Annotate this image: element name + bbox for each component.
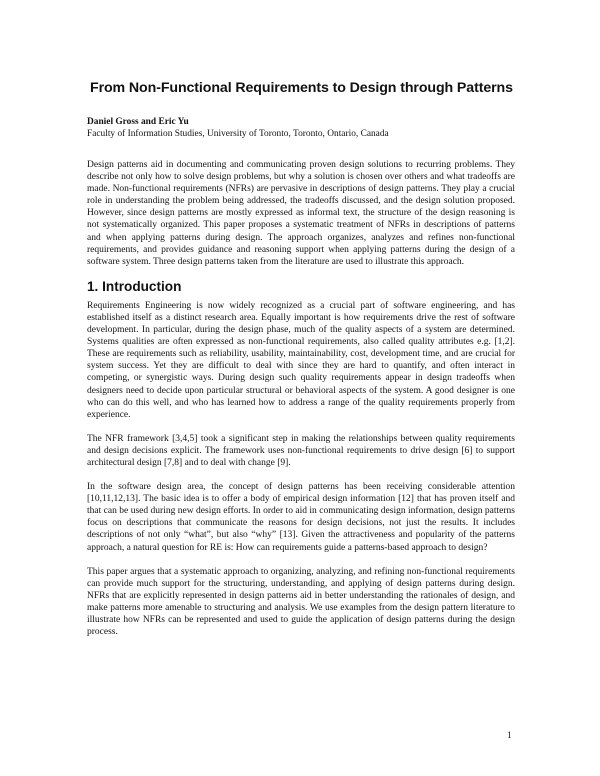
paper-authors: Daniel Gross and Eric Yu: [87, 117, 189, 127]
paper-title: From Non-Functional Requirements to Design through Patterns: [90, 80, 513, 96]
page-number: 1: [507, 731, 512, 741]
intro-paragraph-4: This paper argues that a systematic approach to organizing, analyzing, and refining non-functional requirements can provide much support for the structuring, understanding, and applying of design patterns during design. NFRs that are explicitly represented in design patterns aid in better understanding the rationales of design, and make patterns more amenable to structuring and analysis. We use examples from the design pattern literature to illustrate how NFRs can be represented and used to guide the application of design patterns during the design process.: [87, 566, 515, 638]
abstract-paragraph: Design patterns aid in documenting and communicating proven design solutions to recurring problems. They describe not only how to solve design problems, but why a solution is chosen over others and what tradeoffs are made. Non-functional requirements (NFRs) are pervasive in descriptions of design patterns. They play a crucial role in understanding the problem being addressed, the tradeoffs discussed, and the design solution proposed. However, since design patterns are mostly expressed as informal text, the structure of the design reasoning is not systematically organized. This paper proposes a systematic treatment of NFRs in descriptions of patterns and when applying patterns during design. The approach organizes, analyzes and refines non-functional requirements, and provides guidance and reasoning support when applying patterns during the design of a software system. Three design patterns taken from the literature are used to illustrate this approach.: [87, 160, 515, 267]
intro-paragraph-2: The NFR framework [3,4,5] took a significant step in making the relationships between quality requirements and design decisions explicit. The framework uses non-functional requirements to drive design [6] to support architectural design [7,8] and to deal with change [9].: [87, 433, 515, 468]
intro-paragraph-1: Requirements Engineering is now widely recognized as a crucial part of software engineering, and has established itself as a distinct research area. Equally important is how requirements drive the rest of software development. In particular, during the design phase, much of the quality aspects of a system are determined. Systems qualities are often expressed as non-functional requirements, also called quality attributes e.g. [1,2]. These are requirements such as reliability, usability, maintainability, cost, development time, and are crucial for system success. Yet they are difficult to deal with since they are hard to quantify, and often interact in competing, or synergistic ways. During design such quality requirements appear in design tradeoffs when designers need to decide upon particular structural or behavioral aspects of the system. A good designer is one who can do this well, and who has learned how to address a range of the quality requirements properly from experience.: [87, 300, 515, 420]
page-content: [87, 80, 515, 638]
paper-affiliation: Faculty of Information Studies, University of Toronto, Toronto, Ontario, Canada: [87, 129, 389, 139]
section-heading-introduction: 1. Introduction: [87, 278, 182, 294]
intro-paragraph-3: In the software design area, the concept of design patterns has been receiving considerable attention [10,11,12,13]. The basic idea is to offer a body of empirical design information [12] that has proven itself and that can be used during new design efforts. In order to aid in communicating design information, design patterns focus on descriptions that communicate the reasons for design decisions, not just the results. It includes descriptions of not only “what”, but also “why” [13]. Given the attractiveness and popularity of the patterns approach, a natural question for RE is: How can requirements guide a patterns-based approach to design?: [87, 482, 515, 553]
